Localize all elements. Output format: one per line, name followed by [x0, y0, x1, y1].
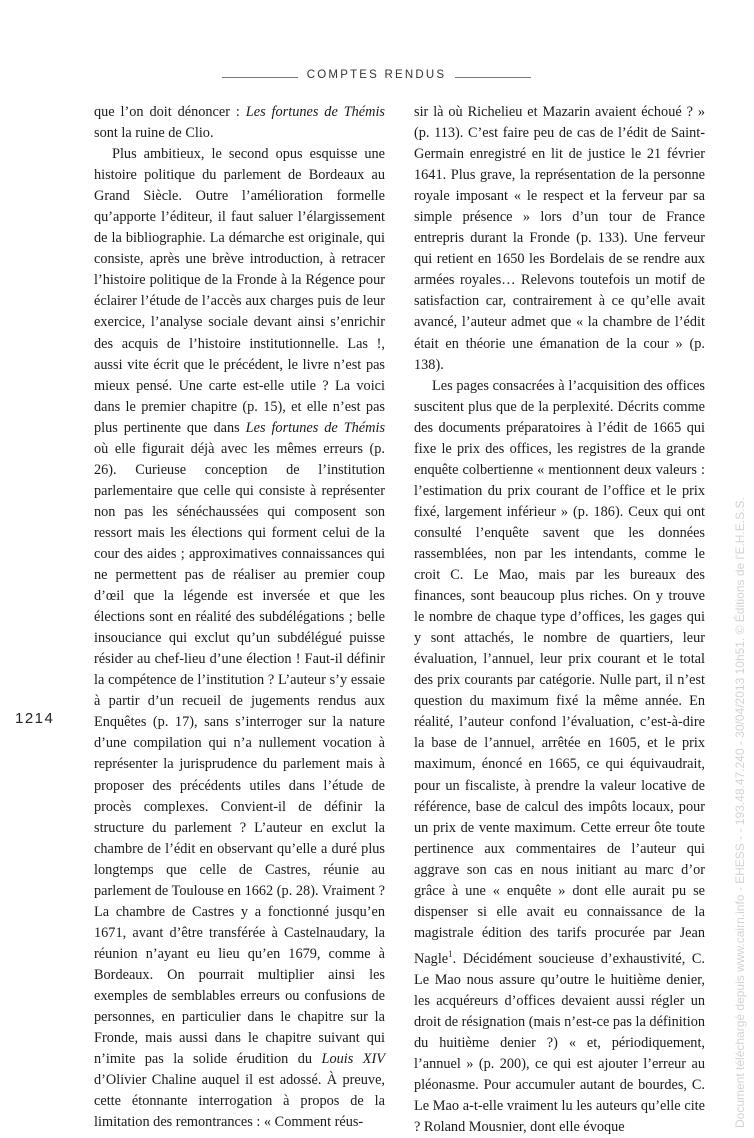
right-paragraph-2 — [414, 376, 705, 1138]
book-title: Les fortunes de Thémis — [245, 104, 386, 120]
footnote-marker[interactable]: 1 — [448, 948, 453, 959]
book-title: Les fortunes de Thémis — [245, 419, 386, 436]
download-watermark: Document téléchargé depuis www.cairn.info - EHESS - - 193.48.47.240 - 30/04/2013 10h51. © Éditions de l'E.H.E.S.S. — [733, 497, 747, 1128]
running-head: COMPTES RENDUS — [306, 69, 447, 81]
right-paragraph-1: sir là où Richelieu et Mazarin avaient échoué ? » (p. 113). C’est faire peu de cas de l’édit de Saint-Germain enregistré en lit de justice le 21 février 1641. Plus grave, la représentation de la personne royale imposant « le respect et la ferveur par sa simple présence » lors d’un tour de France entrepris durant la Fronde (p. 133). Une ferveur qui retient en 1650 les Bordelais de se rendre aux armées royales… Relevons toutefois un motif de satisfaction car, contrairement à ce qu’elle avait avancé, l’auteur admet que « la chambre de l’édit était en théorie une émanation de la cour » (p. 138). — [414, 104, 705, 373]
text-run: d’Olivier Chaline auquel il est adossé. À preuve, cette étonnante interrogation à propos de la limitation des remontrances : « Comment réus- — [94, 1072, 385, 1131]
left-paragraph-2 — [94, 144, 385, 1133]
page-number: 1214 — [15, 710, 55, 727]
text-run: Les pages consacrées à l’acquisition des offices suscitent plus que de la perplexité. Décrits comme des documents préparatoires à l’édit de 1665 qui fixe le prix des offices, les registres de la grande enquête colbertienne « mentionnent deux valeurs : l’estimation du prix courant de l’office et le prix fixé, largement inférieur » (p. 186). Ceux qui ont consulté l’enquête savent que les données rassemblées, non par les intendants, comme le croit C. Le Mao, mais par les bureaux des finances, sont beaucoup plus riches. On y trouve le nombre de chaque type d’offices, les gages qui y sont attachés, le nombre de quartiers, leur évaluation, l’annuel, leur prix courant et le total des prix courants par catégorie. Nulle part, il n’est question du maximum fixé la même année. En réalité, l’auteur confond l’évaluation, c’est-à-dire la base de l’annuel, arrêtée en 1605, et le prix maximum, énoncé en 1665, ce qui équivaudrait, pour un fiscaliste, à prendre la valeur locative de référence, base de calcul des impôts locaux, pour un prix de vente maximum. Cette erreur ôte toute pertinence aux commentaires de l’auteur qui aggrave son cas en nous initiant au marc d’or grâce à une « enquête » dont elle aurait pu se dispenser si elle avait eu connaissance de la magistrale édition des tarifs procurée par Jean Nagle — [414, 377, 705, 967]
text-run: où elle figurait déjà avec les mêmes erreurs (p. 26). Curieuse conception de l’institution parlementaire que celle qui consiste à représenter non pas les sénéchaussées qui composent son ressort mais les élections qui forment celui de la cour des aides ; approximatives connaissances qui ne permettent pas de réaliser au premier coup d’œil que la légende est inversée et que les élections sont en réalité des subdélégations ; belle insouciance qui exclut qu’un subdélégué puisse résider au chef-lieu d’une élection ! Faut-il définir la compétence de l’institution ? L’auteur s’y essaie à partir d’un recueil de jugements rendus aux Enquêtes (p. 17), sans s’interroger sur la nature d’une compilation qui n’a nullement vocation à représenter la jurisprudence du parlement mais à proposer des précédents utiles dans l’étude de procès complexes. Convient-il de définir la structure du parlement ? L’auteur en exclut la chambre de l’édit en observant qu’elle a duré plus longtemps que celle de Castres, réunie au parlement de Toulouse en 1662 (p. 28). Vraiment ? La chambre de Castres y a fonctionné jusqu’en 1671, avant d’être transférée à Castelnaudary, la réunion n’ayant eu lieu qu’en 1679, comme à Bordeaux. On pourrait multiplier ainsi les exemples de semblables erreurs ou confusions de personnes, en particulier dans le chapitre sur la Fronde, mais aussi dans le chapitre suivant qui n’imite pas la solide érudition du — [94, 440, 385, 1068]
text-run: que l’on doit dénoncer : — [94, 104, 246, 120]
book-title: Louis XIV — [321, 1051, 385, 1068]
right-column — [414, 102, 705, 1138]
text-run: . Décidément soucieuse d’exhaustivité, C. Le Mao nous assure qu’outre le huitième denier, les acquéreurs d’offices devaient aussi régler un droit de résignation (mais n’est-ce pas la définition du huitième denier ?) « et, périodiquement, l’annuel » (p. 200), ce qui est ajouter l’erreur au pléonasme. Pour accumuler autant de bourdes, C. Le Mao a-t-elle vraiment lu les auteurs qu’elle cite ? Roland Mousnier, dont elle évoque — [414, 950, 706, 1136]
header-rule-right — [455, 77, 531, 78]
left-column — [94, 102, 385, 1133]
left-paragraph-1 — [94, 102, 385, 144]
text-run: Plus ambitieux, le second opus esquisse une histoire politique du parlement de Bordeaux au Grand Siècle. Outre l’amélioration formelle qu’apporte l’éditeur, il faut saluer l’élargissement de la bibliographie. La démarche est originale, qui consiste, après une brève introduction, à retracer l’histoire politique de la Fronde à la Régence pour éclairer l’étude de l’accès aux charges puis de leur exercice, l’analyse sociale devant ainsi s’enrichir des acquis de l’histoire institutionnelle. Las !, aussi vite écrit que le précédent, le livre n’est pas mieux pensé. Une carte est-elle utile ? La voici dans le premier chapitre (p. 15), et elle n’est pas plus pertinente que dans — [94, 146, 385, 436]
text-run: sont la ruine de Clio. — [94, 125, 214, 142]
header-rule-left — [222, 77, 298, 78]
